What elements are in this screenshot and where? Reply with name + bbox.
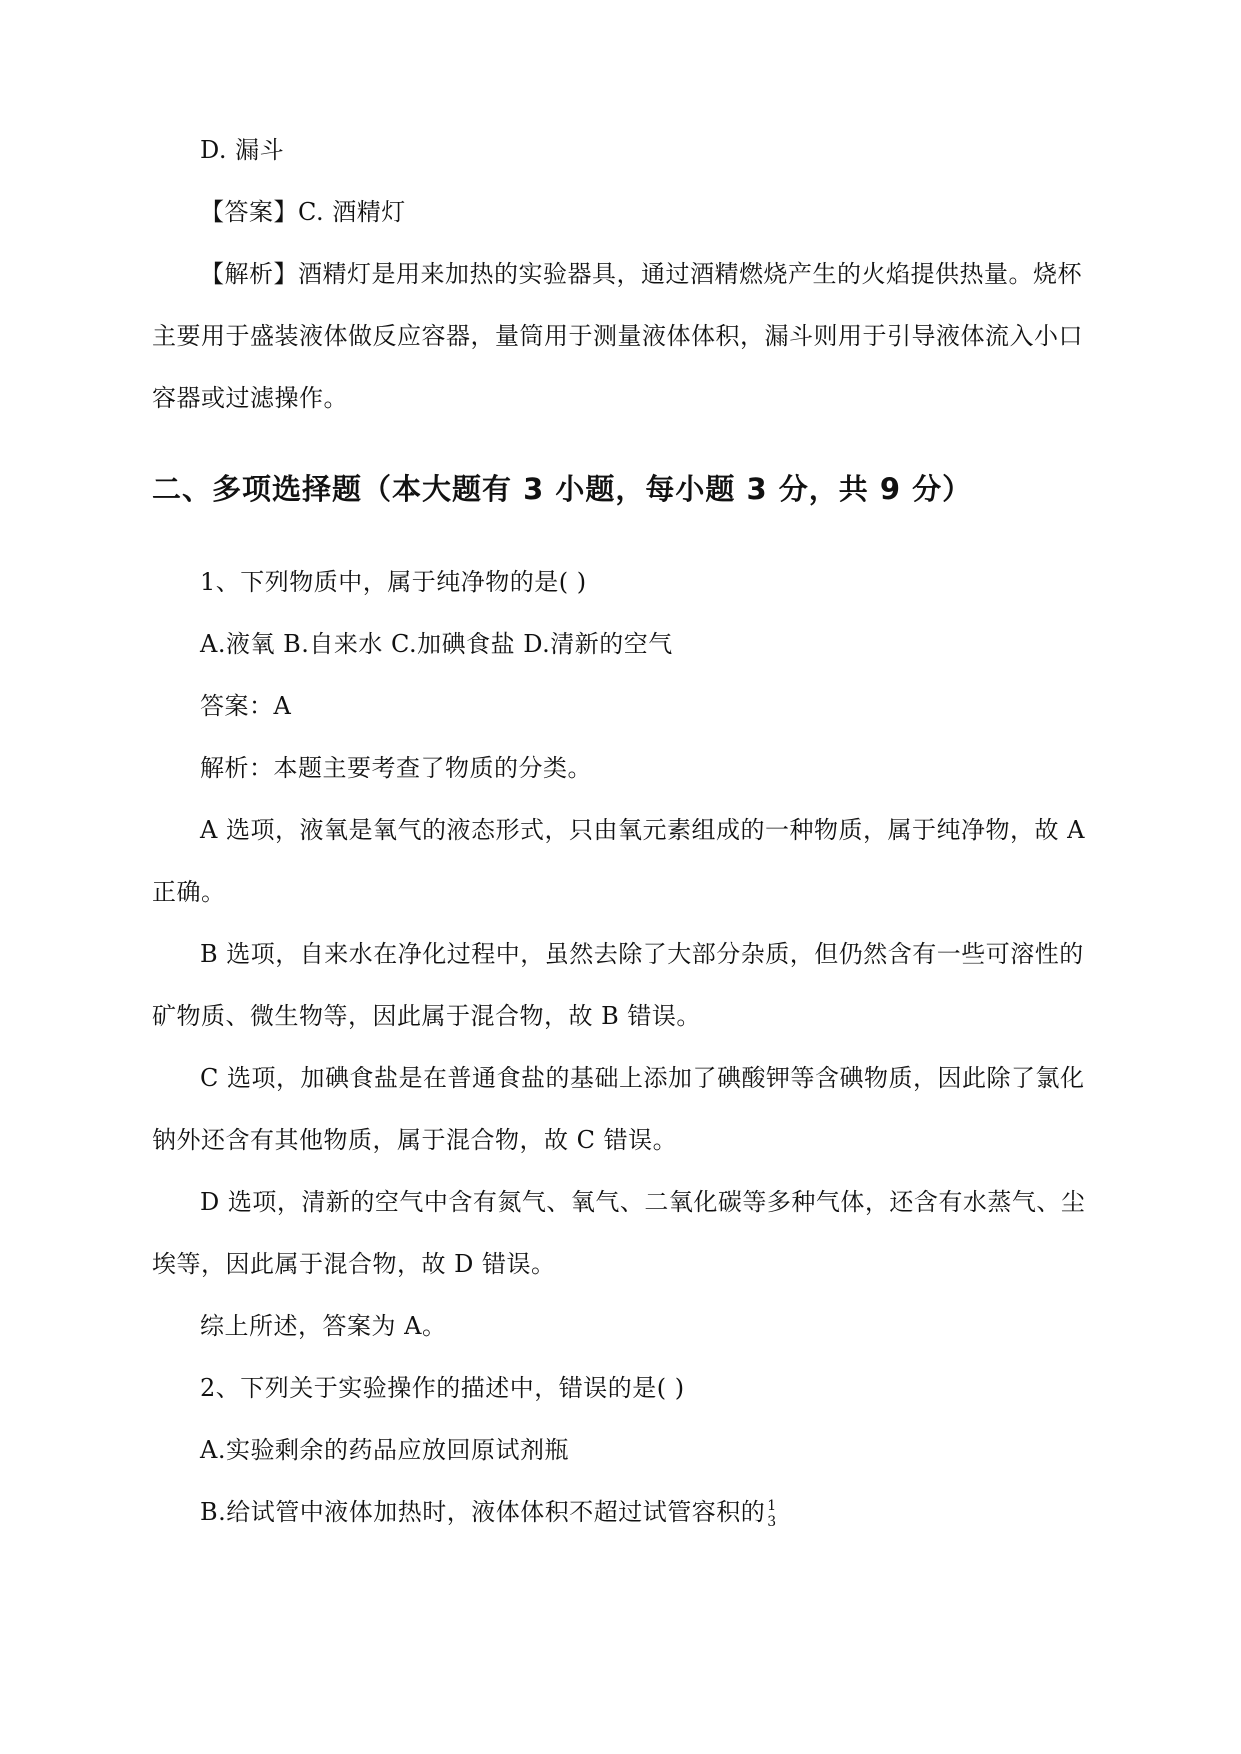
option-c-analysis-line-1: C 选项，加碘食盐是在普通食盐的基础上添加了碘酸钾等含碘物质，因此除了氯化 (200, 1064, 1085, 1092)
question-2-option-b-text: B.给试管中液体加热时，液体体积不超过试管容积的 (200, 1498, 766, 1526)
question-1-answer: 答案：A (200, 692, 292, 720)
answer-text: 【答案】C. 酒精灯 (200, 198, 406, 226)
option-d-text: D. 漏斗 (200, 136, 285, 164)
option-a-analysis-line-1: A 选项，液氧是氧气的液态形式，只由氧元素组成的一种物质，属于纯净物，故 A (200, 816, 1085, 844)
option-b-analysis-line-2: 矿物质、微生物等，因此属于混合物，故 B 错误。 (152, 1002, 701, 1030)
option-d-analysis-line-2: 埃等，因此属于混合物，故 D 错误。 (152, 1250, 556, 1278)
section-heading: 二、多项选择题（本大题有 3 小题，每小题 3 分，共 9 分） (152, 472, 973, 506)
question-2-stem: 2、下列关于实验操作的描述中，错误的是( ) (200, 1374, 685, 1402)
question-1-summary: 综上所述，答案为 A。 (200, 1312, 447, 1340)
question-2-option-a: A.实验剩余的药品应放回原试剂瓶 (200, 1436, 569, 1464)
analysis-line-2: 主要用于盛装液体做反应容器，量筒用于测量液体体积，漏斗则用于引导液体流入小口 (152, 322, 1083, 350)
question-1-stem: 1、下列物质中，属于纯净物的是( ) (200, 568, 587, 596)
fraction-numerator: 1 (767, 1497, 777, 1514)
question-2-option-b (200, 1496, 777, 1530)
question-1-analysis-intro: 解析：本题主要考查了物质的分类。 (200, 754, 592, 782)
question-1-options: A.液氧 B.自来水 C.加碘食盐 D.清新的空气 (200, 630, 673, 658)
analysis-line-1: 【解析】酒精灯是用来加热的实验器具，通过酒精燃烧产生的火焰提供热量。烧杯 (200, 260, 1082, 288)
fraction-denominator: 3 (767, 1513, 777, 1530)
option-a-analysis-line-2: 正确。 (152, 878, 226, 906)
option-d-analysis-line-1: D 选项，清新的空气中含有氮气、氧气、二氧化碳等多种气体，还含有水蒸气、尘 (200, 1188, 1086, 1216)
analysis-line-3: 容器或过滤操作。 (152, 384, 348, 412)
option-c-analysis-line-2: 钠外还含有其他物质，属于混合物，故 C 错误。 (152, 1126, 678, 1154)
fraction (767, 1498, 776, 1530)
option-b-analysis-line-1: B 选项，自来水在净化过程中，虽然去除了大部分杂质，但仍然含有一些可溶性的 (200, 940, 1084, 968)
